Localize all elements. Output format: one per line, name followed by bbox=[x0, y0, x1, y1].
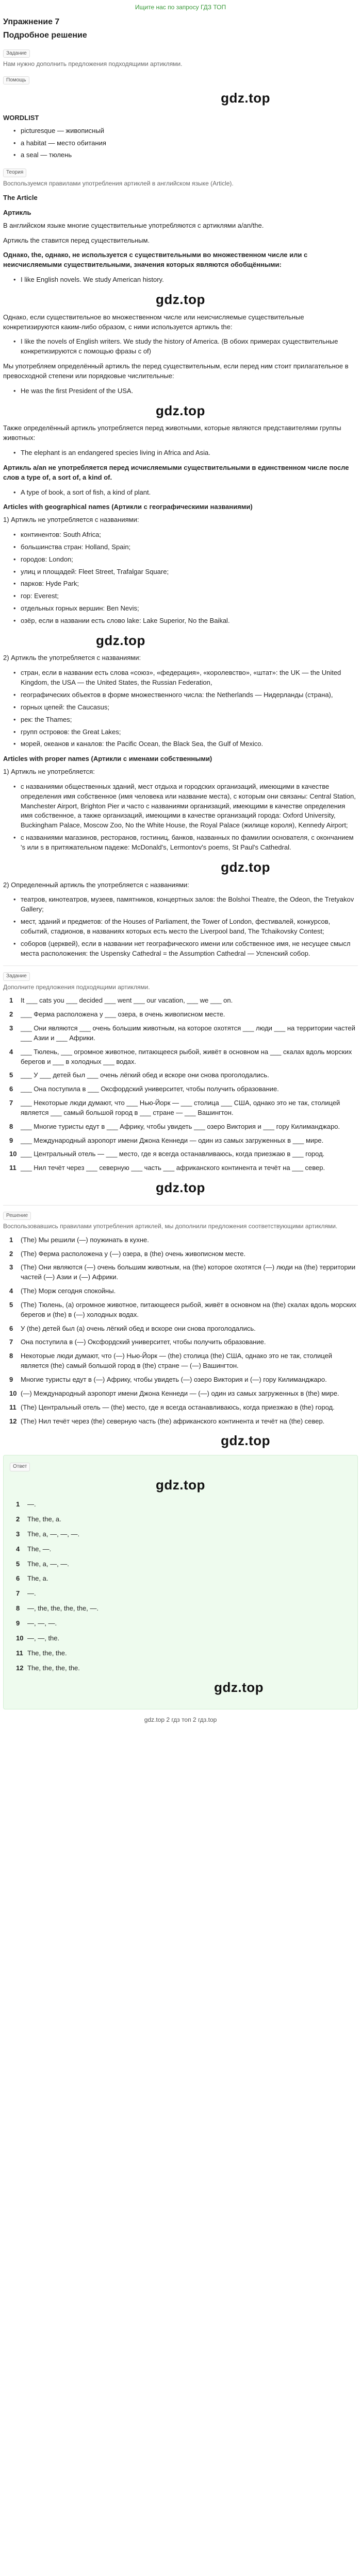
answer-box bbox=[3, 1455, 358, 1709]
list-item: • парков: Hyde Park; bbox=[3, 579, 358, 589]
list-item: • мест, зданий и предметов: of the Houses of Parliament, the Tower of London, фестивалей, конкурсов, событий, стадионов, в названиях которых есть место the Liverpool band, The Tchaikovsky Contest; bbox=[3, 917, 358, 937]
solution-item: 1 (The) Мы решили (—) поужинать в кухне. bbox=[9, 1235, 149, 1244]
watermark: gdz.top bbox=[156, 402, 205, 418]
geo-rule-2: 2) Артикль the употребляется с названиями: bbox=[3, 654, 141, 662]
divider bbox=[3, 1205, 358, 1206]
list-item: • I like English novels. We study American history. bbox=[3, 275, 358, 285]
list-item: • с названиями магазинов, ресторанов, гостиниц, банков, названных по фамилии основателя, с окончанием 's или s в притяжательном падеже: McDonald's, Lermontov's poems, St Paul's Cathedral. bbox=[3, 833, 358, 853]
tag-solution: Решение bbox=[3, 1212, 31, 1221]
watermark: gdz.top bbox=[96, 632, 145, 648]
answer-item: 10 —, —, the. bbox=[16, 1634, 60, 1642]
answer-item: 1 —. bbox=[16, 1500, 36, 1509]
answer-list bbox=[10, 1500, 351, 1673]
wordlist-title: WORDLIST bbox=[3, 113, 39, 122]
example-list bbox=[3, 275, 358, 285]
list-item: • a habitat — место обитания bbox=[3, 139, 358, 148]
exercise-subtitle: Подробное решение bbox=[3, 30, 87, 40]
list-item: • большинства стран: Holland, Spain; bbox=[3, 543, 358, 552]
tag-answer: Ответ bbox=[10, 1463, 30, 1471]
answer-item: 3 The, a, —, —, —. bbox=[16, 1530, 80, 1538]
tag-help: Помощь bbox=[3, 76, 29, 85]
example-list bbox=[3, 337, 358, 357]
proper-rule-2: 2) Определенный артикль the употребляется с названиями: bbox=[3, 880, 189, 889]
theory-intro: Воспользуемся правилами употребления артиклей в английском языке (Article). bbox=[3, 179, 234, 187]
the-article-title: The Article bbox=[3, 194, 38, 202]
articles-subtitle: Артикль bbox=[3, 208, 31, 216]
exercise-item: 5 ___ У ___ детей был ___ очень лёгкий обед и вскоре они снова проголодались. bbox=[9, 1071, 269, 1079]
list-item: • групп островов: the Great Lakes; bbox=[3, 727, 358, 737]
example-list bbox=[3, 488, 358, 498]
theory-paragraph: Артикль the ставится перед существительным. bbox=[3, 236, 150, 244]
divider bbox=[3, 965, 358, 966]
geo-title: Articles with geographical names (Артикли с географическими названиями) bbox=[3, 503, 253, 511]
list-item: • рек: the Thames; bbox=[3, 715, 358, 725]
proper-list-2 bbox=[3, 895, 358, 958]
answer-item: 5 The, a, —, —. bbox=[16, 1560, 69, 1568]
solution-item: 9 Многие туристы едут в (—) Африку, чтобы увидеть (—) озеро Виктория и (—) гору Килиманджаро. bbox=[9, 1375, 327, 1383]
exercise-item: 7 ___ Некоторые люди думают, что ___ Нью-Йорк — ___ столица ___ США, однако это не так, столицей является ___ самый большой город в ___ стране — ___ Вашингтон. bbox=[9, 1099, 340, 1116]
watermark: gdz.top bbox=[221, 859, 270, 875]
exercise-item: 9 ___ Международный аэропорт имени Джона Кеннеди — один из самых загруженных в ___ мире. bbox=[9, 1136, 324, 1144]
solution-item: 7 Она поступила в (—) Оксфордский университет, чтобы получить образование. bbox=[9, 1338, 266, 1346]
top-note[interactable]: Ищите нас по запросу ГДЗ ТОП bbox=[135, 4, 226, 11]
list-item: • улиц и площадей: Fleet Street, Trafalgar Square; bbox=[3, 567, 358, 577]
proper-list-1 bbox=[3, 782, 358, 853]
solution-item: 11 (The) Центральный отель — (the) место, где я всегда останавливаюсь, когда приезжаю в (the) город. bbox=[9, 1403, 335, 1411]
watermark: gdz.top bbox=[156, 1477, 205, 1493]
list-item: • озёр, если в названии есть слово lake: Lake Superior, No the Baikal. bbox=[3, 616, 358, 626]
watermark: gdz.top bbox=[214, 1680, 264, 1696]
watermark: gdz.top bbox=[221, 1433, 270, 1449]
solution-item: 10 (—) Международный аэропорт имени Джона Кеннеди — (—) один из самых загруженных в (the) мире. bbox=[9, 1389, 339, 1397]
exercise-item: 3 ___ Они являются ___ очень большим животным, на которое охотятся ___ люди ___ на территории частей ___ Азии и ___ Африки. bbox=[9, 1024, 355, 1042]
answer-item: 4 The, —. bbox=[16, 1545, 52, 1553]
list-item: • географических объектов в форме множественного числа: the Netherlands — Нидерланды (страна), bbox=[3, 690, 358, 700]
list-item: • гор: Everest; bbox=[3, 591, 358, 601]
list-item: • a seal — тюлень bbox=[3, 150, 358, 160]
list-item: • The elephant is an endangered species living in Africa and Asia. bbox=[3, 448, 358, 458]
example-list bbox=[3, 448, 358, 458]
theory-paragraph: Также определённый артикль употребляется перед животными, которые являются представителями группы животных: bbox=[3, 424, 341, 442]
list-item: • с названиями общественных зданий, мест отдыха и городских организаций, имеющими в качестве определения имя собственное (имя человека или название места), с которым они связаны: Central Station, Manchester Airport, Brighton Pier и часто с названиями организаций, имеющими в качестве определения имя собственное, а также организаций, имеющими в качестве организаций города: Oxford University, Buckingham Palace, Moscow Zoo, No the White House, the Royal Palace (жилище короля), Kennedy Airport; bbox=[3, 782, 358, 831]
list-item: • A type of book, a sort of fish, a kind of plant. bbox=[3, 488, 358, 498]
watermark: gdz.top bbox=[156, 1180, 205, 1196]
watermark: gdz.top bbox=[156, 292, 205, 308]
answer-item: 12 The, the, the, the. bbox=[16, 1664, 80, 1672]
solution-item: 5 (The) Тюлень, (a) огромное животное, питающееся рыбой, живёт в основном на (the) скалах вдоль морских берегов и (the) в (—) холодных водах. bbox=[9, 1300, 356, 1318]
geo-list-1 bbox=[3, 530, 358, 626]
answer-item: 9 —, —, —. bbox=[16, 1619, 57, 1627]
list-item: • континентов: South Africa; bbox=[3, 530, 358, 540]
exercise-item: 6 ___ Она поступила в ___ Оксфордский университет, чтобы получить образование. bbox=[9, 1085, 279, 1093]
theory-paragraph: Мы употребляем определённый артикль the перед существительным, если перед ним стоит прилагательное в превосходной степени или порядковые числительные: bbox=[3, 362, 349, 380]
exercise-item: 1 It ___ cats you ___ decided ___ went ___ our vacation, ___ we ___ on. bbox=[9, 996, 233, 1005]
list-item: • picturesque — живописный bbox=[3, 126, 358, 136]
tag-exercise: Задание bbox=[3, 972, 30, 981]
list-item: • стран, если в названии есть слова «союз», «федерация», «королевство», «штат»: the UK — the United Kingdom, the USA — the United States, the Russian Federation, bbox=[3, 668, 358, 688]
list-item: • соборов (церквей), если в названии нет географического имени или собственное имя, не несущее смысл места расположения: the Uspensky Cathedral = the Assumption Cathedral — Успенский собор. bbox=[3, 939, 358, 959]
theory-paragraph: Однако, если существительное во множественном числе или неисчисляемые существительные конкретизируются каким-либо образом, с ними используется артикль the: bbox=[3, 313, 304, 331]
exercise-item: 8 ___ Многие туристы едут в ___ Африку, чтобы увидеть ___ озеро Виктория и ___ гору Килиманджаро. bbox=[9, 1122, 340, 1130]
list-item: • морей, океанов и каналов: the Pacific Ocean, the Black Sea, the Gulf of Mexico. bbox=[3, 739, 358, 749]
footer[interactable]: gdz.top 2 гдз топ 2 гдз.top bbox=[144, 1716, 217, 1724]
solution-intro: Воспользовавшись правилами употребления артиклей, мы дополнили предложения соответствующими артиклями. bbox=[3, 1223, 338, 1230]
exercise-item: 4 ___ Тюлень, ___ огромное животное, питающееся рыбой, живёт в основном на ___ скалах вдоль морских берегов и ___ в холодных ___ водах. bbox=[9, 1047, 352, 1065]
theory-paragraph: Артикль a/an не употребляется перед исчисляемыми существительными в единственном числе после слов a type of, a sort of, a kind of. bbox=[3, 463, 349, 481]
theory-paragraph: Однако, the, однако, не используется с существительными во множественном числе или с неисчисляемыми существительными, значения которых являются обобщёнными: bbox=[3, 251, 308, 269]
solution-item: 12 (The) Нил течёт через (the) северную часть (the) африканского континента и течёт на (the) север. bbox=[9, 1417, 325, 1425]
exercise-item: 10 ___ Центральный отель — ___ место, где я всегда останавливаюсь, когда приезжаю в ___ город. bbox=[9, 1150, 325, 1158]
wordlist bbox=[3, 126, 358, 161]
answer-item: 11 The, the, the. bbox=[16, 1649, 67, 1657]
proper-rule-1: 1) Артикль не употребляется: bbox=[3, 768, 95, 776]
exercise-item: 11 ___ Нил течёт через ___ северную ___ часть ___ африканского континента и течёт на ___ север. bbox=[9, 1164, 325, 1172]
solution-item: 6 У (the) детей был (a) очень лёгкий обед и вскоре они снова проголодались. bbox=[9, 1324, 256, 1332]
list-item: • городов: London; bbox=[3, 555, 358, 565]
exercise-title: Упражнение 7 bbox=[3, 18, 60, 27]
answer-item: 2 The, the, a. bbox=[16, 1515, 61, 1523]
solution-list bbox=[3, 1235, 358, 1427]
example-list bbox=[3, 386, 358, 396]
geo-rule-1: 1) Артикль не употребляется с названиями: bbox=[3, 516, 139, 524]
list-item: • He was the first President of the USA. bbox=[3, 386, 358, 396]
answer-item: 8 —, the, the, the, the, —. bbox=[16, 1604, 99, 1613]
theory-paragraph: В английском языке многие существительные употребляются с артиклями a/an/the. bbox=[3, 221, 264, 229]
list-item: • I like the novels of English writers. We study the history of America. (В обоих примерах существительные конкретизируются с помощью фразы с of) bbox=[3, 337, 358, 357]
task-text: Нам нужно дополнить предложения подходящими артиклями. bbox=[3, 60, 183, 68]
exercise-intro: Дополните предложения подходящими артиклями. bbox=[3, 983, 150, 991]
solution-item: 4 (The) Морж сегодня спокойны. bbox=[9, 1287, 116, 1295]
answer-item: 6 The, a. bbox=[16, 1574, 48, 1583]
answer-item: 7 —. bbox=[16, 1589, 36, 1598]
exercise-item: 2 ___ Ферма расположена у ___ озера, в очень живописном месте. bbox=[9, 1010, 225, 1019]
geo-list-2 bbox=[3, 668, 358, 749]
exercise-list bbox=[3, 996, 358, 1173]
watermark: gdz.top bbox=[221, 90, 270, 106]
tag-task: Задание bbox=[3, 49, 30, 58]
list-item: • театров, кинотеатров, музеев, памятников, концертных залов: the Bolshoi Theatre, the Odeon, the Tretyakov Gallery; bbox=[3, 895, 358, 914]
solution-item: 2 (The) Ферма расположена у (—) озера, в (the) очень живописном месте. bbox=[9, 1249, 246, 1258]
solution-item: 3 (The) Они являются (—) очень большим животным, на (the) которое охотятся (—) люди на (the) территории частей (—) Азии и (—) Африки. bbox=[9, 1263, 356, 1281]
list-item: • отдельных горных вершин: Ben Nevis; bbox=[3, 604, 358, 614]
proper-title: Articles with proper names (Артикли с именами собственными) bbox=[3, 755, 212, 763]
solution-item: 8 Некоторые люди думают, что (—) Нью-Йорк — (the) столица (the) США, однако это не так, столицей является (the) самый большой город в (the) стране — (—) Вашингтон. bbox=[9, 1352, 333, 1370]
tag-theory: Теория bbox=[3, 168, 26, 177]
list-item: • горных цепей: the Caucasus; bbox=[3, 703, 358, 713]
